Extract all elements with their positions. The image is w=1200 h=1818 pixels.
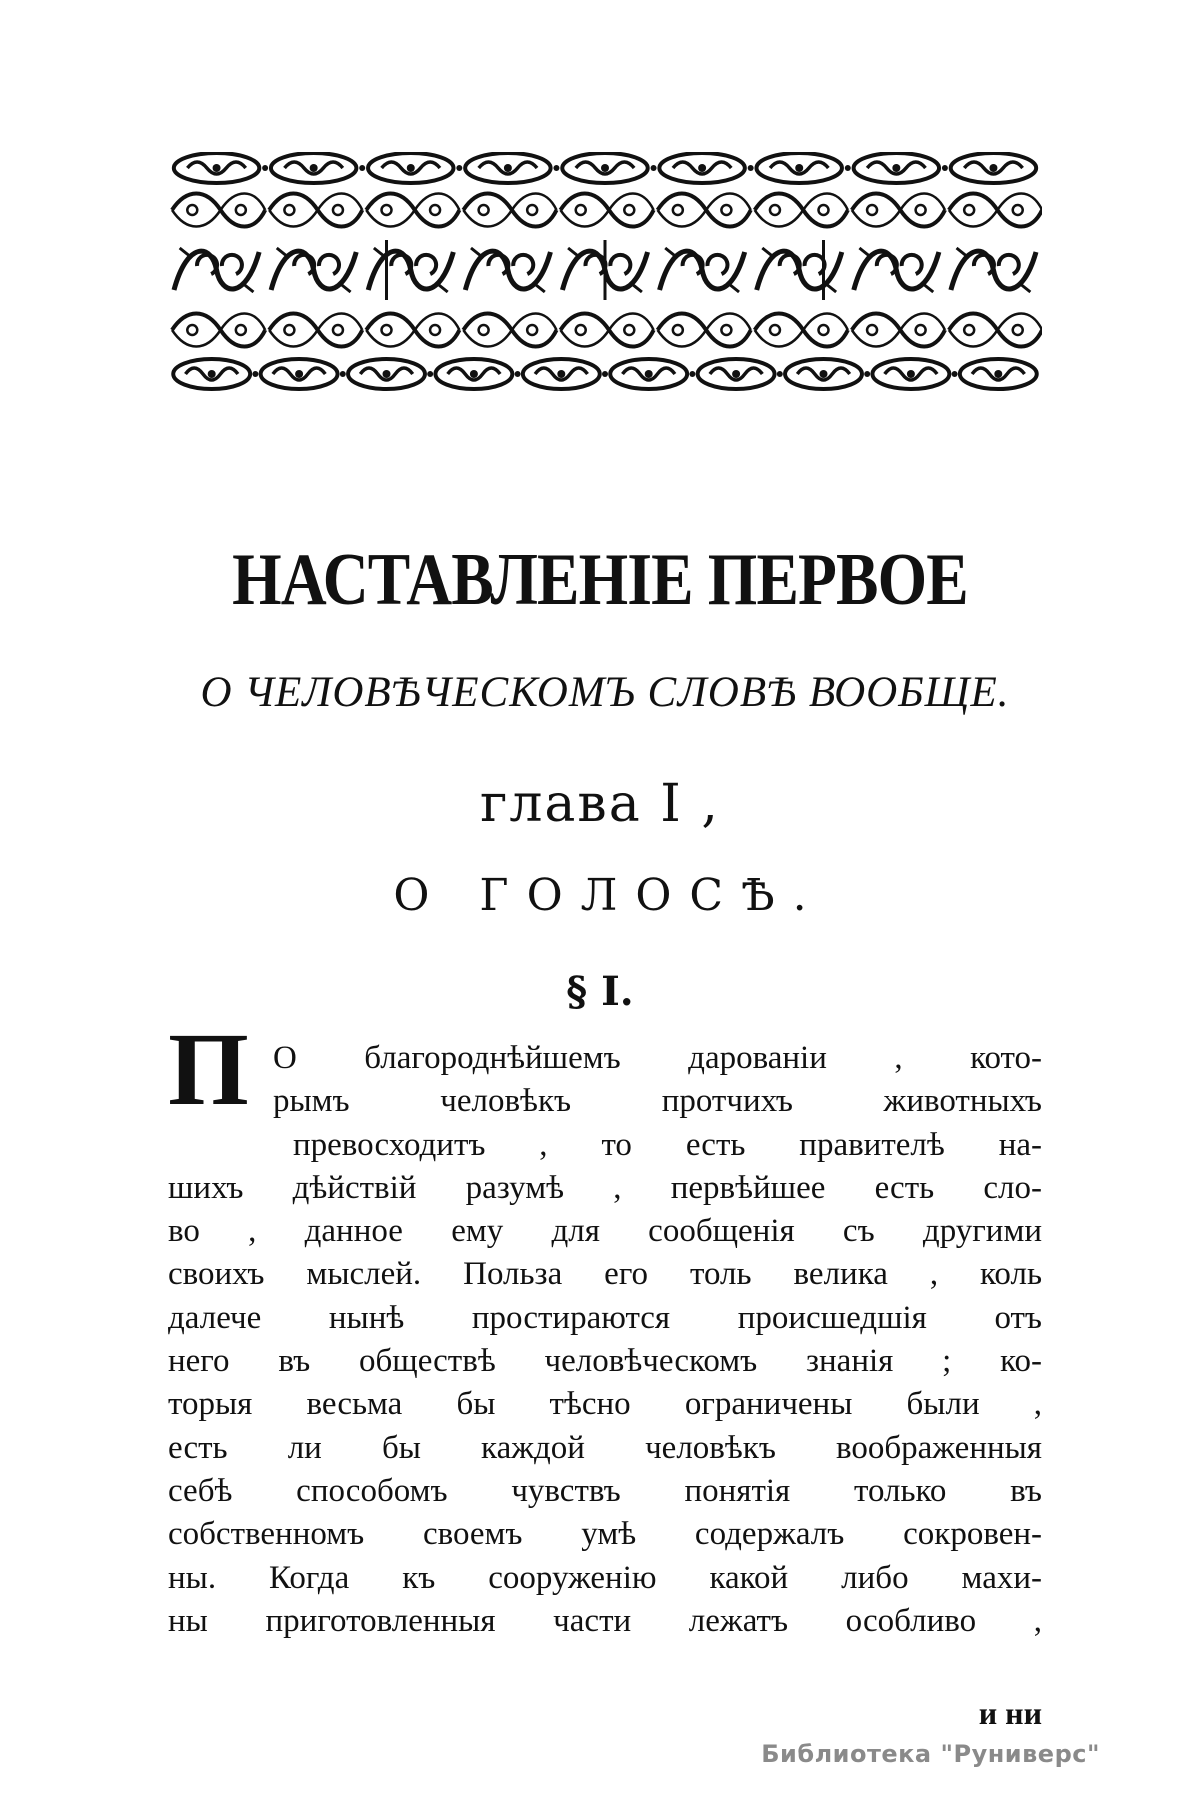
body-text — [168, 1037, 1042, 1643]
text-line: своихъ мыслей. Польза его толь велика , коль — [168, 1256, 1042, 1293]
text-line: шихъ дѣйствій разумѣ , первѣйшее есть сло- — [168, 1169, 1042, 1206]
text-line: себѣ способомъ чувствъ понятія только въ — [168, 1472, 1042, 1509]
text-line: торыя весьма бы тѣсно ограничены были , — [168, 1386, 1042, 1423]
scrollwork-ornament-icon — [168, 152, 1042, 392]
text-line: ны приготовленныя части лежатъ особливо , — [168, 1602, 1042, 1639]
catchword: и ни — [978, 1695, 1042, 1731]
section-number: § I. — [566, 968, 634, 1015]
chapter-title: О ГОЛОСѢ. — [393, 870, 825, 921]
library-watermark: Библиотека "Руниверс" — [761, 1740, 1100, 1768]
text-line: рымъ человѣкъ протчихъ животныхъ — [273, 1083, 1042, 1120]
drop-cap: П — [168, 1012, 249, 1127]
page-subtitle: О ЧЕЛОВѢЧЕСКОМЪ СЛОВѢ ВООБЩЕ. — [200, 669, 1010, 716]
text-line: ны. Когда къ сооруженію какой либо махи- — [168, 1559, 1042, 1596]
text-line: превосходитъ , то есть правителѣ на- — [293, 1126, 1042, 1163]
text-line: во , данное ему для сообщенія съ другими — [168, 1213, 1042, 1250]
text-line: О благороднѣйшемъ дарованіи , кото- — [273, 1040, 1042, 1076]
text-line: него въ обществѣ человѣческомъ знанія ; ко- — [168, 1343, 1042, 1380]
page-title: НАСТАВЛЕНІЕ ПЕРВОЕ — [232, 539, 968, 621]
chapter-heading: глава I , — [480, 774, 720, 834]
text-line: собственномъ своемъ умѣ содержалъ сокровен- — [168, 1516, 1042, 1553]
text-line: далече нынѣ простираются происшедшія отъ — [168, 1299, 1042, 1336]
text-line: есть ли бы каждой человѣкъ воображенныя — [168, 1429, 1042, 1466]
